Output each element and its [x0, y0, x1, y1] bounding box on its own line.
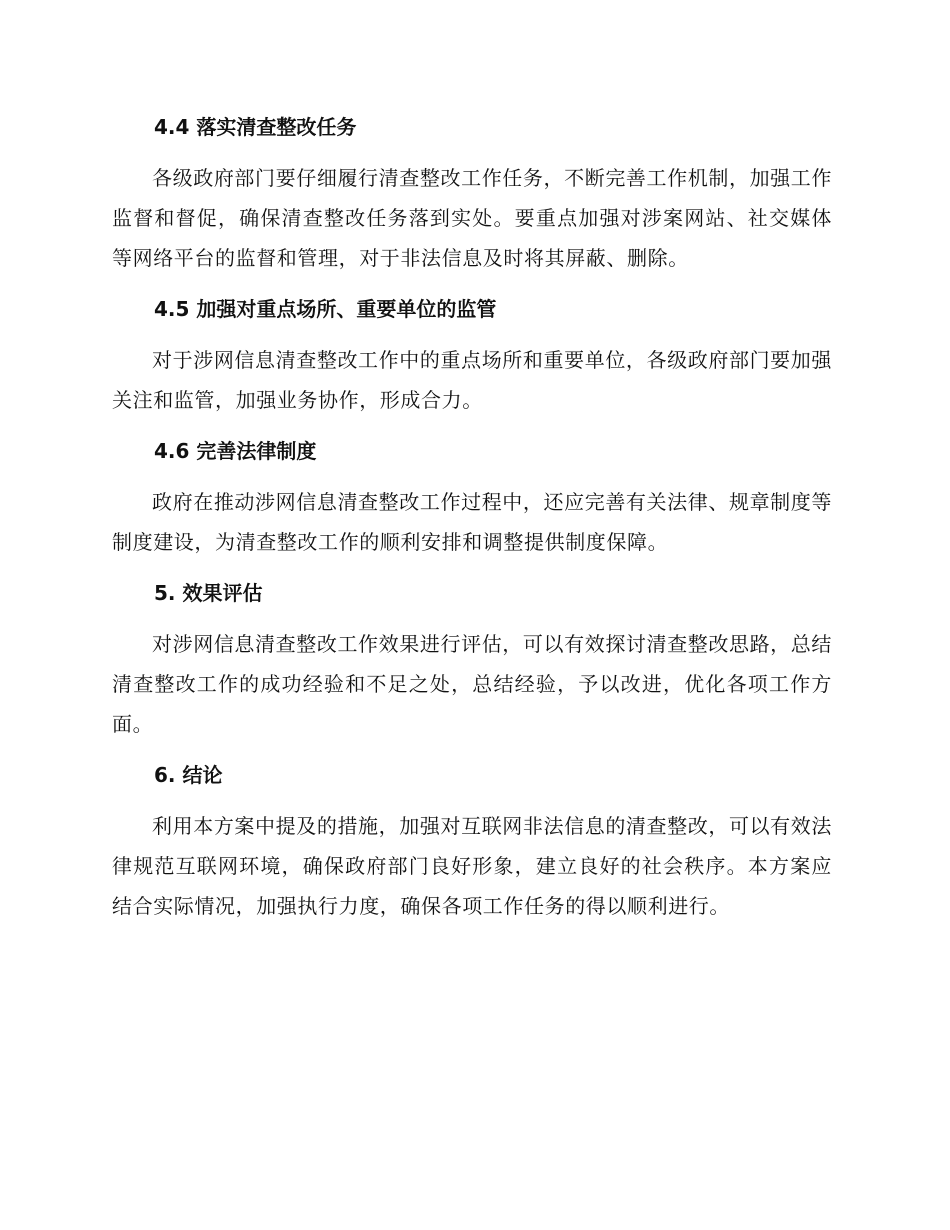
section-body-4-5: 对于涉网信息清查整改工作中的重点场所和重要单位，各级政府部门要加强关注和监管，加强业务协作，形成合力。 — [112, 348, 832, 412]
section-heading-5: 5. 效果评估 — [154, 581, 263, 605]
section-body-6: 利用本方案中提及的措施，加强对互联网非法信息的清查整改，可以有效法律规范互联网环境，确保政府部门良好形象，建立良好的社会秩序。本方案应结合实际情况，加强执行力度，确保各项工作任务的得以顺利进行。 — [112, 814, 832, 918]
section-heading-6: 6. 结论 — [154, 763, 223, 787]
section-heading-4-5: 4.5 加强对重点场所、重要单位的监管 — [154, 297, 497, 321]
section-body-4-6: 政府在推动涉网信息清查整改工作过程中，还应完善有关法律、规章制度等制度建设，为清查整改工作的顺利安排和调整提供制度保障。 — [112, 490, 832, 554]
section-heading-4-6: 4.6 完善法律制度 — [154, 439, 317, 463]
section-body-5: 对涉网信息清查整改工作效果进行评估，可以有效探讨清查整改思路，总结清查整改工作的成功经验和不足之处，总结经验，予以改进，优化各项工作方面。 — [112, 632, 832, 736]
section-heading-4-4: 4.4 落实清查整改任务 — [154, 115, 357, 139]
document-content — [112, 108, 832, 938]
section-body-4-4: 各级政府部门要仔细履行清查整改工作任务，不断完善工作机制，加强工作监督和督促，确保清查整改任务落到实处。要重点加强对涉案网站、社交媒体等网络平台的监督和管理，对于非法信息及时将其屏蔽、删除。 — [112, 166, 832, 270]
